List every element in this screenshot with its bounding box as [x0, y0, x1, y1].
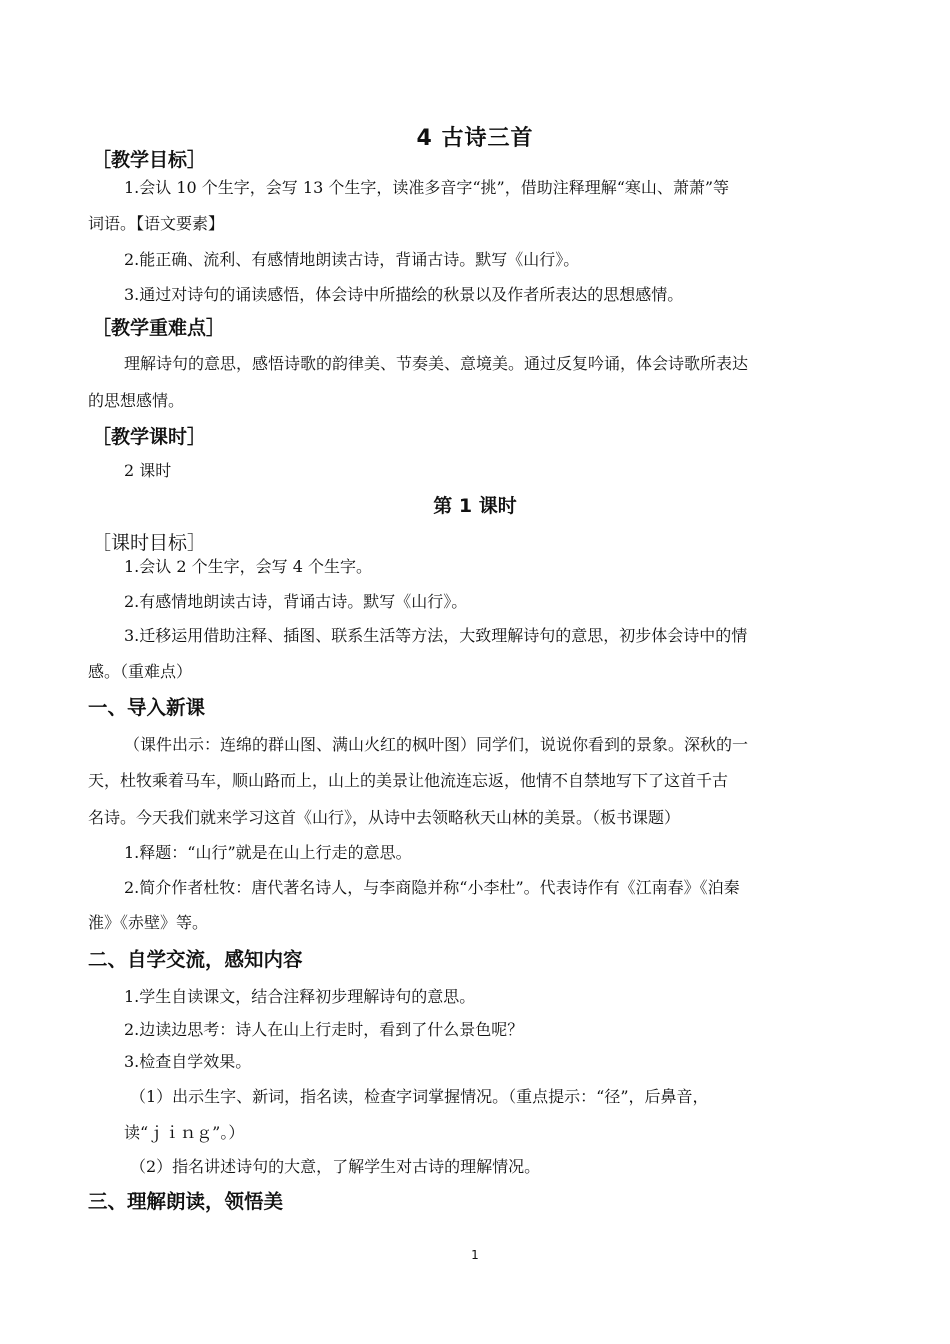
hours-text: 2 课时 — [124, 461, 172, 480]
objectives-heading: ［教学目标］ — [92, 149, 207, 171]
keypoints-line-1a: 理解诗句的意思，感悟诗歌的韵律美、节奏美、意境美。通过反复吟诵，体会诗歌所表达 — [124, 354, 749, 373]
keypoints-line-1b: 的思想感情。 — [88, 391, 185, 410]
part2-sub-2: （2）指名讲述诗句的大意，了解学生对古诗的理解情况。 — [130, 1157, 541, 1176]
part2-sub-1b: 读“ｊｉｎｇ”。） — [124, 1123, 245, 1142]
lesson1-title: 第 1 课时 — [433, 495, 517, 517]
part1-item-1: 1.释题：“山行”就是在山上行走的意思。 — [124, 843, 412, 862]
page-number: 1 — [471, 1248, 479, 1262]
part2-heading: 二、自学交流，感知内容 — [88, 948, 303, 971]
lesson1-goal-2: 2.有感情地朗读古诗，背诵古诗。默写《山行》。 — [124, 592, 468, 611]
document-title: 4 古诗三首 — [416, 126, 534, 151]
part3-heading: 三、理解朗读，领悟美 — [88, 1190, 284, 1213]
objectives-line-1a: 1.会认 10 个生字，会写 13 个生字，读准多音字“挑”，借助注释理解“寒山、萧萧”等 — [124, 178, 730, 197]
part2-item-3: 3.检查自学效果。 — [124, 1052, 252, 1071]
part1-para-b: 天，杜牧乘着马车，顺山路而上，山上的美景让他流连忘返，他情不自禁地写下了这首千古 — [88, 771, 729, 790]
part1-para-c: 名诗。今天我们就来学习这首《山行》，从诗中去领略秋天山林的美景。（板书课题） — [88, 808, 681, 827]
objectives-line-2: 2.能正确、流利、有感情地朗读古诗，背诵古诗。默写《山行》。 — [124, 250, 580, 269]
part2-item-1: 1.学生自读课文，结合注释初步理解诗句的意思。 — [124, 987, 476, 1006]
objectives-line-1b: 词语。【语文要素】 — [88, 214, 225, 233]
hours-heading: ［教学课时］ — [92, 426, 207, 448]
objectives-line-3: 3.通过对诗句的诵读感悟，体会诗中所描绘的秋景以及作者所表达的思想感情。 — [124, 285, 684, 304]
part1-heading: 一、导入新课 — [88, 696, 206, 719]
part1-item-2b: 淮》《赤壁》等。 — [88, 913, 209, 932]
part1-para-a: （课件出示：连绵的群山图、满山火红的枫叶图）同学们，说说你看到的景象。深秋的一 — [124, 735, 749, 754]
part2-sub-1a: （1）出示生字、新词，指名读，检查字词掌握情况。（重点提示：“径”，后鼻音， — [130, 1087, 709, 1106]
keypoints-heading: ［教学重难点］ — [92, 317, 226, 339]
lesson1-goals-heading: ［课时目标］ — [92, 532, 207, 554]
lesson1-goal-1: 1.会认 2 个生字，会写 4 个生字。 — [124, 557, 372, 576]
lesson1-goal-3a: 3.迁移运用借助注释、插图、联系生活等方法，大致理解诗句的意思，初步体会诗中的情 — [124, 626, 748, 645]
part2-item-2: 2.边读边思考：诗人在山上行走时，看到了什么景色呢？ — [124, 1020, 524, 1039]
part1-item-2a: 2.简介作者杜牧：唐代著名诗人，与李商隐并称“小李杜”。代表诗作有《江南春》《泊秦 — [124, 878, 740, 897]
lesson1-goal-3b: 感。（重难点） — [88, 662, 193, 681]
